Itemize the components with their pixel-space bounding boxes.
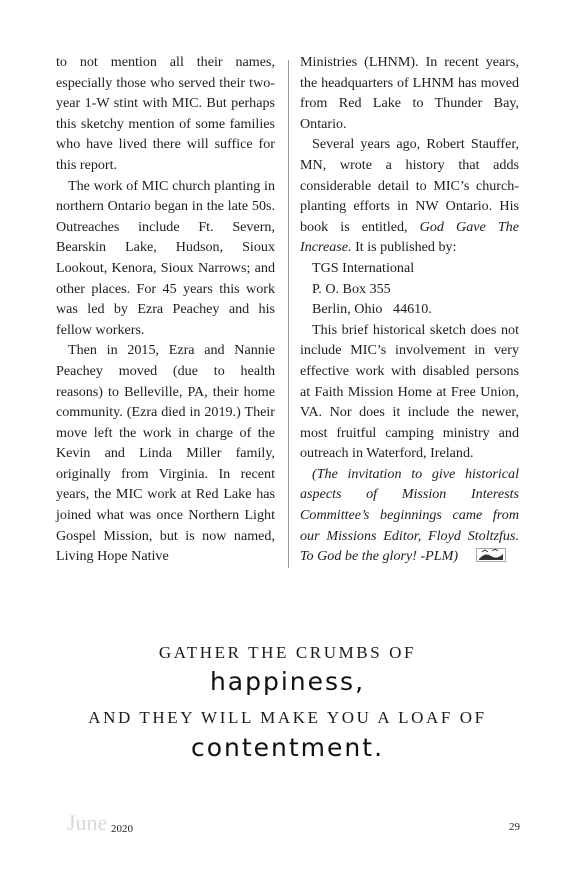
article-paragraph: to not mention all their names, especially those who served their two-year 1-W stint with MIC. But perhaps this sketchy mention of some families who have lived there will suffice for this report. (56, 54, 275, 173)
page-number: 29 (509, 821, 520, 833)
end-of-article-emblem-icon (464, 548, 494, 562)
address-line: TGS International (312, 259, 415, 276)
closing-note (300, 464, 519, 567)
address-line: P. O. Box 355 (312, 280, 391, 297)
address-line: Berlin, Ohio 44610. (312, 301, 432, 318)
article-paragraph: This brief historical sketch does not include MIC’s involvement in very effective work with disabled persons at Faith Mission Home at Free Union, VA. Nor does it include the newer, most fruitful camping ministry and outreach in Waterford, Ireland. (300, 321, 519, 462)
article-paragraph (300, 134, 519, 258)
article-left-column (56, 52, 275, 567)
quote-emphasis: contentment. (190, 733, 385, 762)
article-paragraph: Ministries (LHNM). In recent years, the headquarters of LHNM has moved from Red Lake to Thunder Bay, Ontario. (300, 54, 519, 132)
quote-line: AND THEY WILL MAKE YOU A LOAF OF (88, 708, 487, 727)
article-right-column (300, 52, 519, 567)
quote-emphasis: happiness, (209, 667, 366, 696)
column-divider (288, 60, 289, 568)
footer-year: 2020 (111, 823, 133, 835)
article-paragraph: The work of MIC church planting in northern Ontario began in the late 50s. Outreaches include Ft. Severn, Bearskin Lake, Hudson, Sioux Lookout, Kenora, Sioux Narrows; and other places. For 45 years this work was led by Ezra Peachey and his fellow workers. (56, 177, 275, 338)
paragraph-text: Several years ago, Robert Stauffer, MN, wrote a history that adds considerable detail to MIC’s church-planting efforts in NW Ontario. His book is entitled, (300, 136, 519, 235)
book-title: God Gave The Increase. (300, 218, 519, 256)
article-paragraph: Then in 2015, Ezra and Nannie Peachey moved (due to health reasons) to Belleville, PA, their home community. (Ezra died in 2019.) Their move left the work in charge of the Kevin and Linda Miller family, originally from Virginia. In recent years, the MIC work at Red Lake has joined what was once Northern Light Gospel Mission, but is now named, Living Hope Native (56, 342, 275, 565)
footer-month: June (67, 810, 108, 835)
paragraph-text: It is published by: (355, 239, 457, 256)
closing-note-text: (The invitation to give historical aspects of Mission Interests Committee’s beginnings came from our Missions Editor, Floyd Stoltzfus. To God be the glory! -PLM) (300, 465, 519, 565)
quote-line: GATHER THE CRUMBS OF (158, 643, 417, 662)
